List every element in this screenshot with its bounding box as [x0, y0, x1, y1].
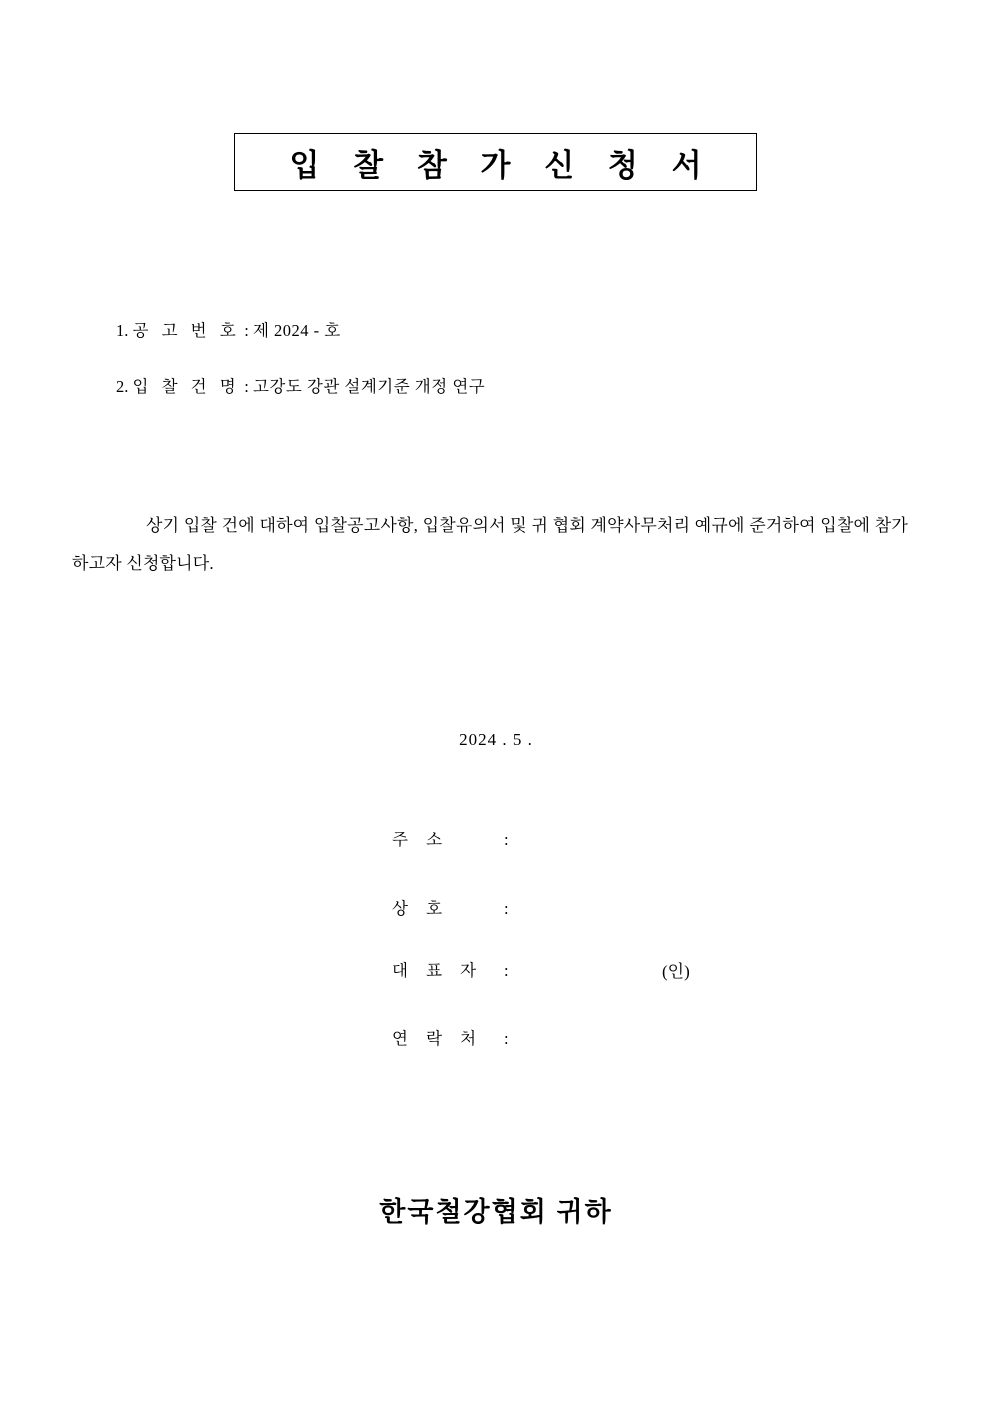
- field-bid-subject-value: 고강도 강관 설계기준 개정 연구: [252, 377, 486, 396]
- page-title: 입 찰 참 가 신 청 서: [289, 147, 715, 183]
- field-bid-subject-index: 2.: [116, 377, 129, 396]
- signature-field-company-separator: :: [504, 899, 509, 918]
- field-bid-subject-label: 입 찰 건 명: [132, 377, 241, 396]
- signature-field-address-label: 주 소: [392, 830, 450, 849]
- document-date: 2024 . 5 .: [459, 730, 533, 749]
- signature-field-contact-label: 연 락 처: [392, 1029, 484, 1048]
- body-paragraph: [72, 507, 908, 583]
- signature-field-representative-separator: :: [504, 961, 509, 980]
- field-notice-number: [116, 317, 341, 341]
- field-bid-subject: [116, 373, 485, 397]
- field-notice-number-separator: :: [244, 321, 249, 340]
- signature-field-company-label: 상 호: [392, 899, 450, 918]
- signature-field-contact-separator: :: [504, 1029, 509, 1048]
- signature-field-address: [392, 826, 509, 850]
- signature-field-company: [392, 895, 509, 919]
- body-paragraph-text: 상기 입찰 건에 대하여 입찰공고사항, 입찰유의서 및 귀 협회 계약사무처리 예규에 준거하여 입찰에 참가하고자 신청합니다.: [72, 516, 908, 573]
- field-bid-subject-separator: :: [244, 377, 249, 396]
- field-notice-number-index: 1.: [116, 321, 129, 340]
- signature-field-representative-label: 대 표 자: [392, 961, 484, 980]
- field-notice-number-label: 공 고 번 호: [132, 321, 241, 340]
- signature-field-representative: [392, 957, 509, 981]
- signature-field-contact: [392, 1025, 509, 1049]
- document-title-box: [234, 133, 757, 191]
- seal-mark: (인): [662, 962, 690, 981]
- field-notice-number-value: 제 2024 - 호: [252, 321, 341, 340]
- recipient-line: 한국철강협회 귀하: [379, 1197, 613, 1227]
- signature-field-address-separator: :: [504, 830, 509, 849]
